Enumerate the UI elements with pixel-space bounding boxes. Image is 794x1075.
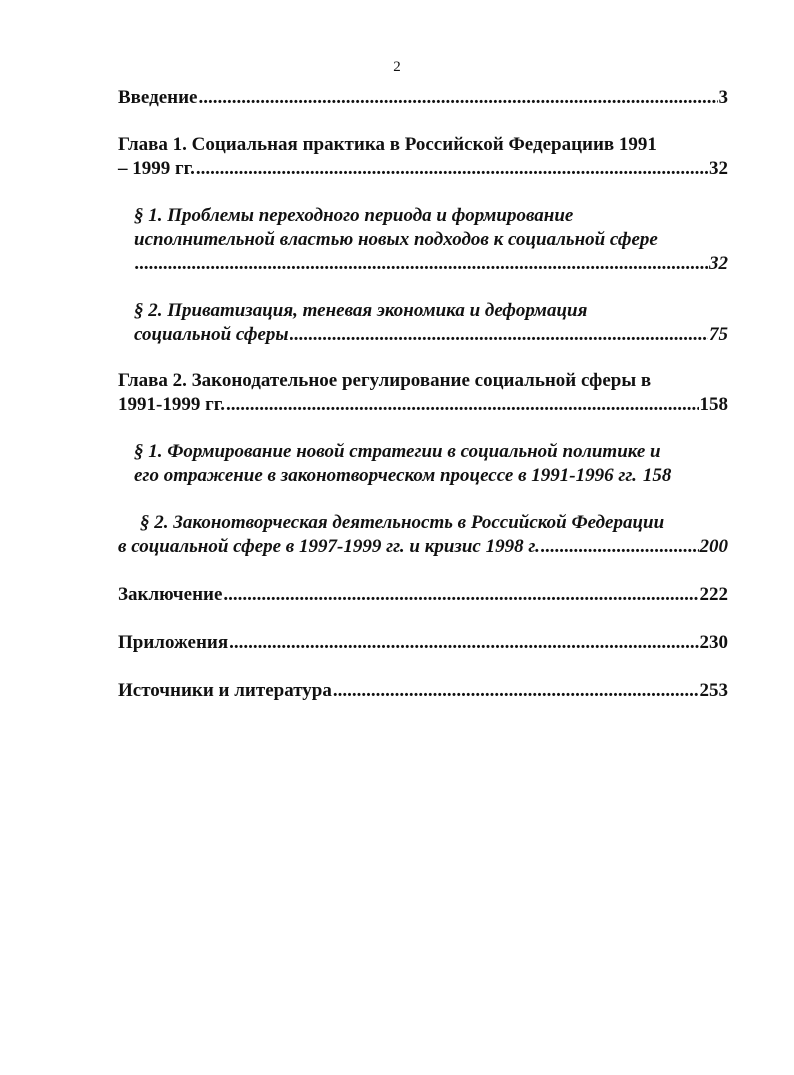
toc-line bbox=[118, 583, 728, 607]
dot-leader bbox=[223, 583, 698, 607]
dot-leader bbox=[226, 393, 699, 417]
toc-line bbox=[134, 323, 728, 347]
toc-line bbox=[118, 679, 728, 703]
toc-title-line: его отражение в законотворческом процессе в 1991-1996 гг. bbox=[134, 465, 637, 486]
toc-entry-chapter-2[interactable] bbox=[118, 369, 728, 417]
dot-leader bbox=[135, 252, 708, 276]
toc-page-number: 158 bbox=[699, 394, 728, 415]
toc-title-line: § 1. Формирование новой стратегии в социальной политике и bbox=[134, 441, 661, 462]
toc-page-number: 32 bbox=[709, 158, 728, 179]
toc-entry-appendices[interactable] bbox=[118, 631, 728, 655]
toc-line bbox=[118, 393, 728, 417]
toc-page-number: 200 bbox=[699, 536, 728, 557]
toc-page-number: 222 bbox=[699, 584, 728, 605]
toc-line bbox=[118, 631, 728, 655]
toc-title-line: в социальной сфере в 1997-1999 гг. и кризис 1998 г. bbox=[118, 536, 540, 557]
toc-title-line: § 2. Законотворческая деятельность в Российской Федерации bbox=[140, 512, 665, 533]
toc-title-line: 1991-1999 гг. bbox=[118, 394, 225, 415]
toc-title: Источники и литература bbox=[118, 680, 332, 701]
toc-line bbox=[118, 86, 728, 110]
toc-page-number: 75 bbox=[709, 324, 728, 345]
toc-line bbox=[134, 464, 728, 488]
toc-page-number: 32 bbox=[709, 253, 728, 274]
toc-entry-ch2-section-1[interactable] bbox=[134, 440, 728, 488]
toc-entry-sources[interactable] bbox=[118, 679, 728, 703]
dot-leader bbox=[290, 323, 708, 347]
toc-title-line: Глава 1. Социальная практика в Российской Федерациив 1991 bbox=[118, 134, 657, 155]
toc-title-line: § 1. Проблемы переходного периода и формирование bbox=[134, 205, 574, 226]
toc-title: Введение bbox=[118, 87, 198, 108]
toc-title: Приложения bbox=[118, 632, 229, 653]
toc-entry-ch1-section-2[interactable] bbox=[134, 299, 728, 347]
page-number: 2 bbox=[393, 59, 401, 75]
toc-title-line: Глава 2. Законодательное регулирование социальной сферы в bbox=[118, 370, 652, 391]
dot-leader bbox=[199, 86, 718, 110]
table-of-contents bbox=[118, 86, 728, 703]
toc-title-line: социальной сферы bbox=[134, 324, 289, 345]
toc-title-line: исполнительной властью новых подходов к социальной сфере bbox=[134, 229, 658, 250]
dot-leader bbox=[541, 535, 699, 559]
toc-entry-ch1-section-1[interactable] bbox=[134, 204, 728, 276]
toc-entry-chapter-1[interactable] bbox=[118, 133, 728, 181]
toc-title-line: § 2. Приватизация, теневая экономика и деформация bbox=[134, 300, 588, 321]
dot-leader bbox=[229, 631, 698, 655]
toc-page-number: 158 bbox=[642, 465, 672, 486]
toc-line bbox=[118, 535, 728, 559]
toc-entry-intro[interactable] bbox=[118, 86, 728, 110]
toc-title: Заключение bbox=[118, 584, 223, 605]
toc-title-line: – 1999 гг. bbox=[118, 158, 195, 179]
toc-page-number: 230 bbox=[699, 632, 728, 653]
toc-page-number: 253 bbox=[699, 680, 728, 701]
toc-entry-conclusion[interactable] bbox=[118, 583, 728, 607]
toc-entry-ch2-section-2[interactable] bbox=[118, 511, 728, 559]
dot-leader bbox=[196, 157, 708, 181]
toc-line bbox=[118, 157, 728, 181]
dot-leader bbox=[333, 679, 699, 703]
toc-page-number: 3 bbox=[718, 87, 728, 108]
toc-line bbox=[134, 252, 728, 276]
